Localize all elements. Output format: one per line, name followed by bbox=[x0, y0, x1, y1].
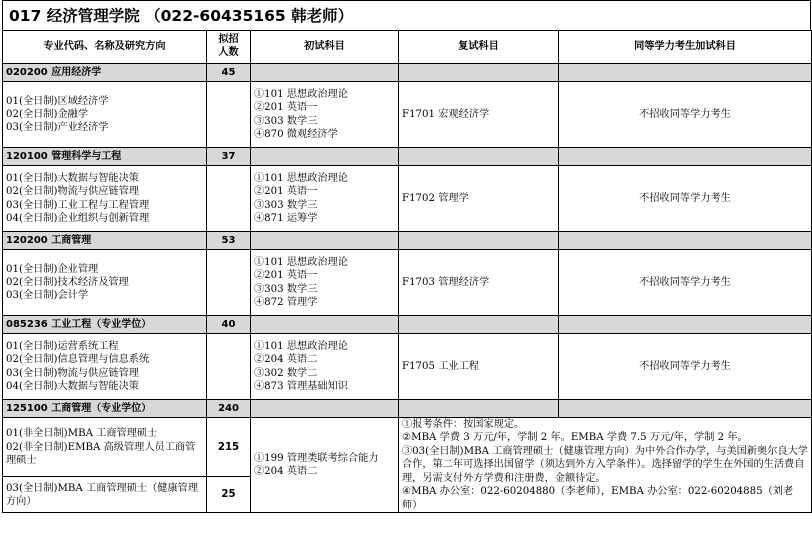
direction-item: 01(全日制)运营系统工程 bbox=[6, 341, 119, 352]
direction-item: 03(全日制)物流与供应链管理 bbox=[6, 367, 139, 379]
directions-cell bbox=[3, 166, 207, 232]
retest-cell: F1702 管理学 bbox=[399, 166, 559, 232]
direction-item: 01(全日制)大数据与智能决策 bbox=[6, 173, 139, 184]
note-item: ③03(全日制)MBA 工商管理硕士（健康管理方向）为中外合作办学，与美国新奥尔良大学合作，第二年可选择出国留学（须达到外方入学条件）。选择留学的学生在外国的生活费自理，另需支付外方学费和注册费，金额待定。 bbox=[402, 445, 808, 484]
table-header-row bbox=[3, 31, 812, 64]
direction-item: 02(全日制)信息管理与信息系统 bbox=[6, 354, 150, 366]
directions-cell bbox=[3, 334, 207, 400]
direction-item: 02(全日制)技术经济及管理 bbox=[6, 276, 129, 288]
subject-item: ①101 思想政治理论 bbox=[254, 257, 348, 268]
initial-subjects-cell bbox=[251, 250, 399, 316]
major-quota: 37 bbox=[207, 148, 251, 166]
equivalent-cell: 不招收同等学力考生 bbox=[559, 82, 812, 148]
subject-item: ①101 思想政治理论 bbox=[254, 89, 348, 100]
direction-item: 02(全日制)金融学 bbox=[6, 108, 89, 120]
major-row bbox=[3, 400, 812, 418]
direction-item: 03(全日制)工业工程与工程管理 bbox=[6, 199, 150, 211]
direction-item: 04(全日制)大数据与智能决策 bbox=[6, 380, 139, 392]
header-quota: 拟招 人数 bbox=[207, 31, 251, 64]
major-quota: 240 bbox=[207, 400, 251, 418]
major-row bbox=[3, 232, 812, 250]
note-item: ①报考条件：按国家规定。 bbox=[402, 419, 525, 430]
subject-item: ④870 微观经济学 bbox=[254, 128, 338, 140]
subject-item: ②201 英语一 bbox=[254, 186, 318, 198]
major-quota: 53 bbox=[207, 232, 251, 250]
header-initial: 初试科目 bbox=[251, 31, 399, 64]
equivalent-cell: 不招收同等学力考生 bbox=[559, 250, 812, 316]
direction-row bbox=[3, 250, 812, 316]
direction-row bbox=[3, 82, 812, 148]
header-equivalent: 同等学力考生加试科目 bbox=[559, 31, 812, 64]
direction-item: 03(全日制)会计学 bbox=[6, 290, 89, 302]
subject-item: ④872 管理学 bbox=[254, 296, 318, 308]
direction-row bbox=[3, 334, 812, 400]
direction-row bbox=[3, 418, 812, 477]
note-item: ②MBA 学费 3 万元/年，学制 2 年。EMBA 学费 7.5 万元/年，学制 2 年。 bbox=[402, 432, 748, 444]
subject-item: ③303 数学三 bbox=[254, 199, 318, 211]
retest-cell: F1703 管理经济学 bbox=[399, 250, 559, 316]
subject-item: ①101 思想政治理论 bbox=[254, 173, 348, 184]
direction-item: 04(全日制)企业组织与创新管理 bbox=[6, 212, 150, 224]
initial-subjects-cell bbox=[251, 166, 399, 232]
subject-item: ③303 数学三 bbox=[254, 283, 318, 295]
equivalent-cell: 不招收同等学力考生 bbox=[559, 166, 812, 232]
page-title: 017 经济管理学院 （022-60435165 韩老师） bbox=[2, 0, 811, 30]
direction-quota: 25 bbox=[207, 477, 251, 513]
direction-item: 03(全日制)产业经济学 bbox=[6, 122, 109, 134]
admissions-table bbox=[2, 30, 812, 513]
equivalent-cell: 不招收同等学力考生 bbox=[559, 334, 812, 400]
directions-cell bbox=[3, 82, 207, 148]
major-name: 020200 应用经济学 bbox=[3, 64, 207, 82]
major-name: 120200 工商管理 bbox=[3, 232, 207, 250]
major-row bbox=[3, 64, 812, 82]
subject-item: ④871 运筹学 bbox=[254, 212, 318, 224]
retest-cell: F1701 宏观经济学 bbox=[399, 82, 559, 148]
header-retest: 复试科目 bbox=[399, 31, 559, 64]
subject-item: ②201 英语一 bbox=[254, 102, 318, 114]
initial-subjects-cell bbox=[251, 418, 399, 513]
subject-item: ①101 思想政治理论 bbox=[254, 341, 348, 352]
major-name: 125100 工商管理（专业学位） bbox=[3, 400, 207, 418]
subject-item: ②201 英语一 bbox=[254, 270, 318, 282]
subject-item: ④873 管理基础知识 bbox=[254, 380, 348, 392]
subject-item: ②204 英语二 bbox=[254, 354, 318, 366]
subject-item: ③302 数学二 bbox=[254, 367, 318, 379]
directions-cell: 01(非全日制)MBA 工商管理硕士 02(非全日制)EMBA 高级管理人员工商管理硕士 bbox=[3, 418, 207, 477]
direction-row bbox=[3, 166, 812, 232]
major-row bbox=[3, 316, 812, 334]
directions-cell bbox=[3, 250, 207, 316]
initial-subjects-cell bbox=[251, 334, 399, 400]
major-row bbox=[3, 148, 812, 166]
note-item: ④MBA 办公室：022-60204880（李老师），EMBA 办公室：022-60204885（刘老师） bbox=[402, 486, 794, 511]
direction-item: 02(全日制)物流与供应链管理 bbox=[6, 186, 139, 198]
major-quota: 40 bbox=[207, 316, 251, 334]
major-name: 085236 工业工程（专业学位） bbox=[3, 316, 207, 334]
notes-cell bbox=[399, 418, 812, 513]
direction-item: 01(全日制)企业管理 bbox=[6, 263, 99, 275]
major-quota: 45 bbox=[207, 64, 251, 82]
directions-cell: 03(全日制)MBA 工商管理硕士（健康管理方向） bbox=[3, 477, 207, 513]
direction-item: 01(全日制)区域经济学 bbox=[6, 95, 109, 107]
direction-quota: 215 bbox=[207, 418, 251, 477]
initial-subjects-cell bbox=[251, 82, 399, 148]
subject-item: ②204 英语二 bbox=[254, 466, 318, 478]
retest-cell: F1705 工业工程 bbox=[399, 334, 559, 400]
major-name: 120100 管理科学与工程 bbox=[3, 148, 207, 166]
header-major: 专业代码、名称及研究方向 bbox=[3, 31, 207, 64]
subject-item: ③303 数学三 bbox=[254, 115, 318, 127]
subject-item: ①199 管理类联考综合能力 bbox=[254, 452, 379, 464]
